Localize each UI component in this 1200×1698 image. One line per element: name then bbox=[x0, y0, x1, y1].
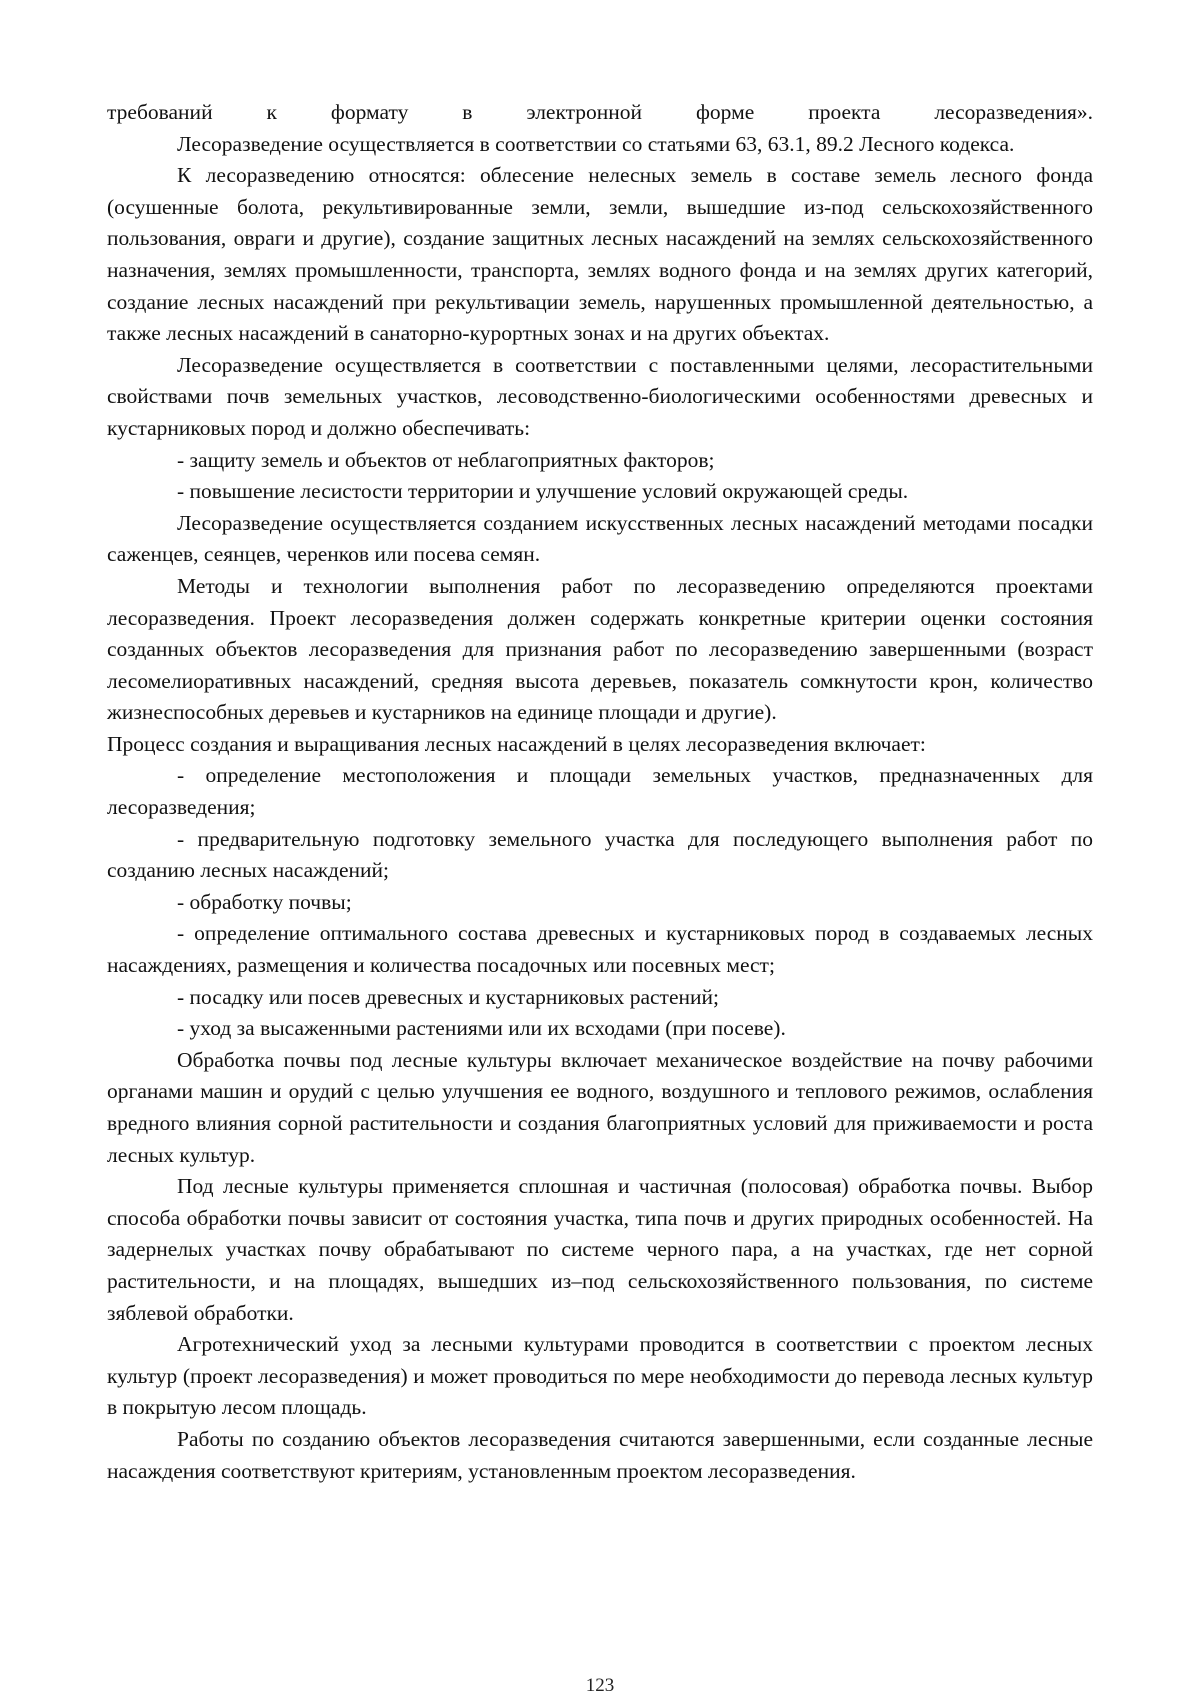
list-item: - определение местоположения и площади земельных участков, предназначенных для лесоразведения; bbox=[107, 763, 1093, 820]
page-number: 123 bbox=[585, 1675, 615, 1696]
paragraph: Под лесные культуры применяется сплошная и частичная (полосовая) обработка почвы. Выбор способа обработки почвы зависит от состояния участка, типа почв и других природных особенностей. На задернелых участках почву обрабатывают по системе черного пара, а на участках, где нет сорной растительности, и на площадях, вышедших из–под сельскохозяйственного пользования, по системе зяблевой обработки. bbox=[107, 1174, 1093, 1325]
list-item: - уход за высаженными растениями или их всходами (при посеве). bbox=[177, 1016, 786, 1041]
list-item: - предварительную подготовку земельного участка для последующего выполнения работ по созданию лесных насаждений; bbox=[107, 826, 1093, 883]
paragraph: Лесоразведение осуществляется созданием искусственных лесных насаждений методами посадки саженцев, сеянцев, черенков или посева семян. bbox=[107, 510, 1093, 567]
list-item: - посадку или посев древесных и кустарниковых растений; bbox=[177, 984, 719, 1009]
paragraph: Обработка почвы под лесные культуры включает механическое воздействие на почву рабочими органами машин и орудий с целью улучшения ее водного, воздушного и теплового режимов, ослабления вредного влияния сорной растительности и создания благоприятных условий для приживаемости и роста лесных культур. bbox=[107, 1047, 1093, 1167]
paragraph: Процесс создания и выращивания лесных насаждений в целях лесоразведения включает: bbox=[107, 731, 926, 756]
paragraph: Методы и технологии выполнения работ по лесоразведению определяются проектами лесоразведения. Проект лесоразведения должен содержать конкретные критерии оценки состояния созданных объектов лесоразведения для признания работ по лесоразведению завершенными (возраст лесомелиоративных насаждений, средняя высота деревьев, показатель сомкнутости крон, количество жизнеспособных деревьев и кустарников на единице площади и другие). bbox=[107, 573, 1093, 725]
list-item: - определение оптимального состава древесных и кустарниковых пород в создаваемых лесных насаждениях, размещения и количества посадочных или посевных мест; bbox=[107, 921, 1093, 978]
paragraph: Агротехнический уход за лесными культурами проводится в соответствии с проектом лесных культур (проект лесоразведения) и может проводиться по мере необходимости до перевода лесных культур в покрытую лесом площадь. bbox=[107, 1332, 1093, 1420]
body-text bbox=[107, 97, 1093, 1487]
list-item: - повышение лесистости территории и улучшение условий окружающей среды. bbox=[177, 479, 909, 504]
paragraph: Лесоразведение осуществляется в соответствии со статьями 63, 63.1, 89.2 Лесного кодекса. bbox=[177, 131, 1015, 156]
list-item: - обработку почвы; bbox=[177, 889, 352, 914]
paragraph: К лесоразведению относятся: облесение нелесных земель в составе земель лесного фонда (осушенные болота, рекультивированные земли, земли, вышедшие из-под сельскохозяйственного пользования, овраги и другие), создание защитных лесных насаждений на землях сельскохозяйственного назначения, землях промышленности, транспорта, землях водного фонда и на землях других категорий, создание лесных насаждений при рекультивации земель, нарушенных промышленной деятельностью, а также лесных насаждений в санаторно-курортных зонах и на других объектах. bbox=[107, 163, 1093, 346]
paragraph: Лесоразведение осуществляется в соответствии с поставленными целями, лесорастительными свойствами почв земельных участков, лесоводственно-биологическими особенностями древесных и кустарниковых пород и должно обеспечивать: bbox=[107, 352, 1093, 440]
list-item: - защиту земель и объектов от неблагоприятных факторов; bbox=[177, 447, 715, 472]
paragraph: Работы по созданию объектов лесоразведения считаются завершенными, если созданные лесные насаждения соответствуют критериям, установленным проектом лесоразведения. bbox=[107, 1426, 1093, 1483]
paragraph: требований к формату в электронной форме проекта лесоразведения». bbox=[107, 100, 1093, 124]
